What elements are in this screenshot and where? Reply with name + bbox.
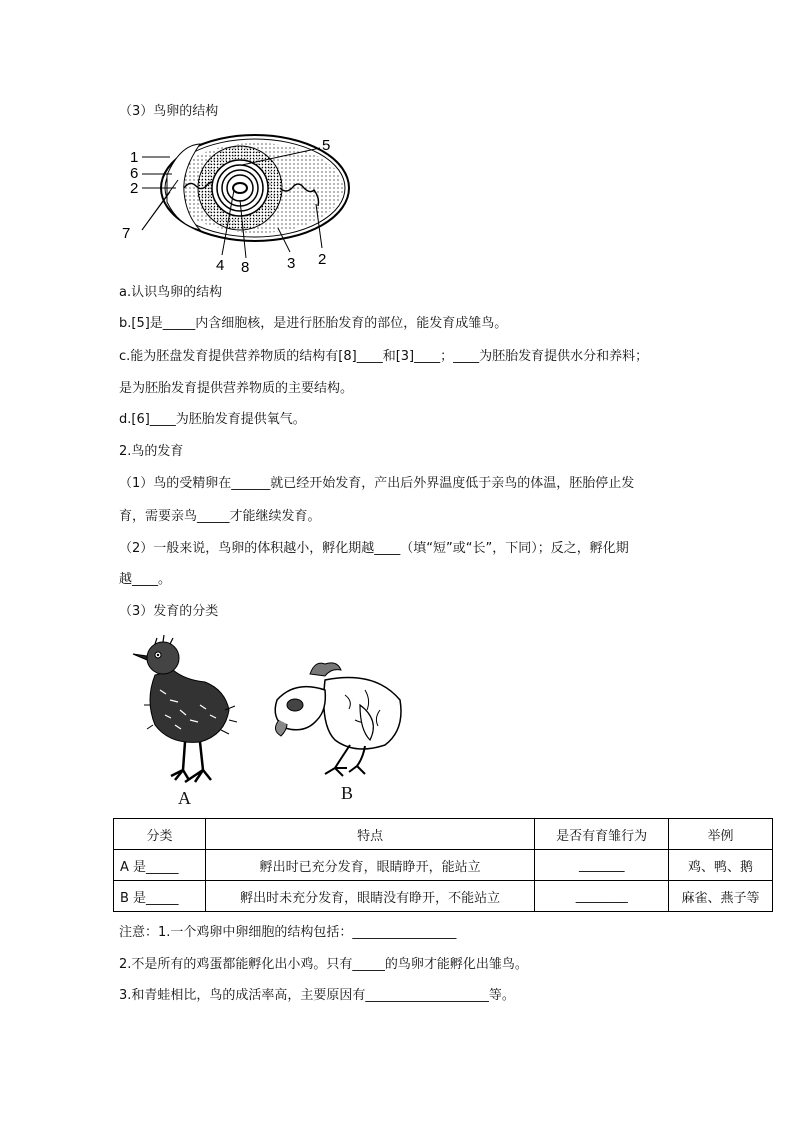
row-a-feature: 孵出时已充分发育，眼睛睁开，能站立 <box>205 850 534 881</box>
section2-title: 2.鸟的发育 <box>119 444 184 459</box>
row-b-brooding: ________ <box>535 881 669 912</box>
egg-structure-title: （3）鸟卵的结构 <box>119 104 219 119</box>
dev-line-2: （2）一般来说，鸟卵的体积越小，孵化期越____（填“短”或“长”，下同）；反之，孵化期 <box>119 541 629 556</box>
caption-a: A <box>178 788 191 808</box>
egg-line-c2: 是为胚胎发育提供营养物质的主要结构。 <box>119 381 354 396</box>
label-7: 7 <box>122 225 131 242</box>
egg-line-d: d.[6]____为胚胎发育提供氧气。 <box>119 412 306 427</box>
precocial-chick-illustration <box>125 630 245 790</box>
note-1: 注意：1.一个鸡卵中卵细胞的结构包括：________________ <box>119 925 457 940</box>
note-2: 2.不是所有的鸡蛋都能孵化出小鸡。只有_____的鸟卵才能孵化出雏鸟。 <box>119 957 528 972</box>
egg-line-a: a.认识鸟卵的结构 <box>119 285 223 300</box>
row-a-brooding: _______ <box>535 850 669 881</box>
germinal-disc <box>233 183 247 193</box>
table-row <box>114 850 773 881</box>
header-category: 分类 <box>114 819 206 850</box>
label-8: 8 <box>241 259 250 276</box>
dev-line-1: （1）鸟的受精卵在______就已经开始发育，产出后外界温度低于亲鸟的体温，胚胎停止发 <box>119 476 635 491</box>
label-3: 3 <box>287 255 296 272</box>
row-a-example: 鸡、鸭、鹅 <box>669 850 773 881</box>
header-feature: 特点 <box>205 819 534 850</box>
label-2-right: 2 <box>318 251 327 268</box>
egg-line-b: b.[5]是_____内含细胞核，是进行胚胎发育的部位，能发育成雏鸟。 <box>119 316 508 331</box>
header-brooding: 是否有育雏行为 <box>535 819 669 850</box>
egg-line-c: c.能为胚盘发育提供营养物质的结构有[8]____和[3]____；____为胚胎发育提供水分和养料； <box>119 349 649 364</box>
label-4: 4 <box>216 257 225 274</box>
label-1: 1 <box>130 149 139 166</box>
row-b-feature: 孵出时未充分发育，眼睛没有睁开，不能站立 <box>205 881 534 912</box>
table-header-row <box>114 819 773 850</box>
caption-b: B <box>341 783 354 803</box>
dev-line-2b: 越____。 <box>119 572 172 587</box>
table-row <box>114 881 773 912</box>
label-6: 6 <box>130 165 139 182</box>
label-5: 5 <box>322 137 331 154</box>
development-classification-table <box>113 818 773 912</box>
row-a-category: A 是_____ <box>114 850 206 881</box>
label-2-left: 2 <box>130 180 139 197</box>
row-b-category: B 是_____ <box>114 881 206 912</box>
dev-line-3: （3）发育的分类 <box>119 604 219 619</box>
egg-structure-diagram <box>120 130 360 280</box>
note-3: 3.和青蛙相比，鸟的成活率高，主要原因有___________________等。 <box>119 988 515 1003</box>
dev-line-1b: 育，需要亲鸟_____才能继续发育。 <box>119 509 321 524</box>
row-b-example: 麻雀、燕子等 <box>669 881 773 912</box>
altricial-chick-illustration <box>265 650 415 780</box>
header-example: 举例 <box>669 819 773 850</box>
